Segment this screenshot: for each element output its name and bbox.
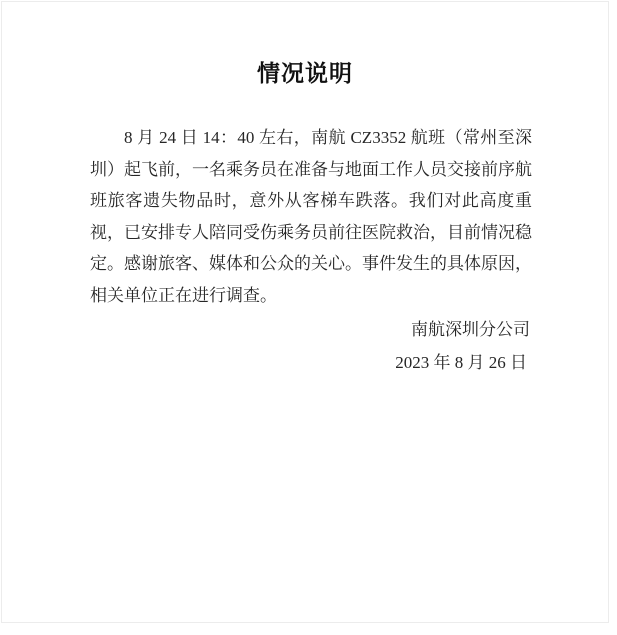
statement-paragraph: 8 月 24 日 14：40 左右，南航 CZ3352 航班（常州至深圳）起飞前，一名乘务员在准备与地面工作人员交接前序航班旅客遗失物品时，意外从客梯车跌落。我们对此高度重视，已安排专人陪同受伤乘务员前往医院救治，目前情况稳定。感谢旅客、媒体和公众的关心。事件发生的具体原因，相关单位正在进行调查。	[90, 128, 532, 305]
signature-line: 南航深圳分公司	[411, 320, 530, 339]
statement-document	[1, 1, 609, 623]
document-title: 情况说明	[257, 60, 353, 86]
date-line: 2023 年 8 月 26 日	[395, 352, 527, 372]
